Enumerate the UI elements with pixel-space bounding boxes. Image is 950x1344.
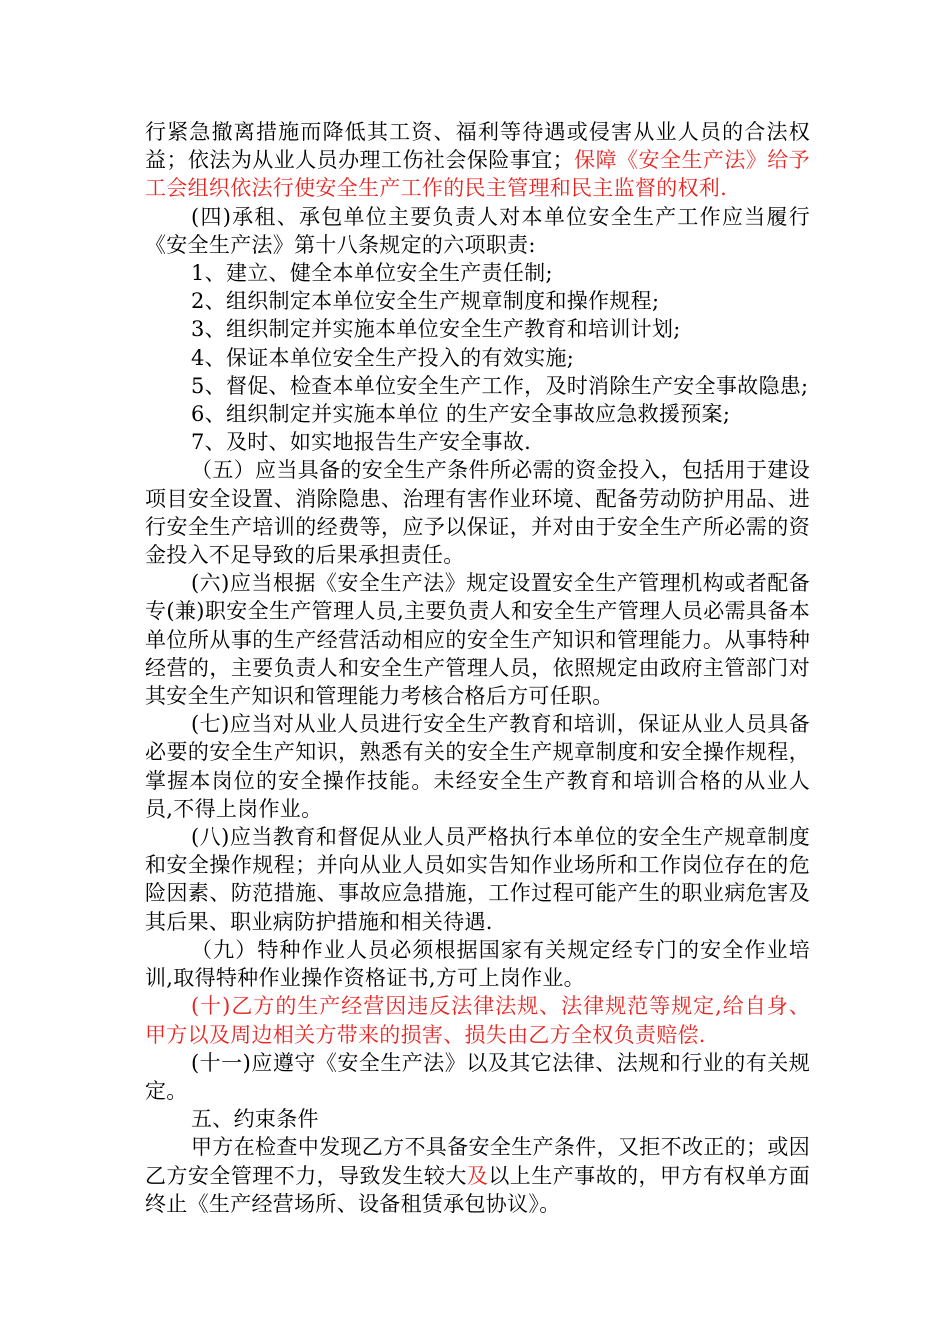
list-item bbox=[145, 400, 810, 428]
list-item bbox=[145, 372, 810, 400]
paragraph bbox=[145, 823, 810, 936]
text-run: (八)应当教育和督促从业人员严格执行本单位的安全生产规章制度和安全操作规程；并向从业人员如实告知作业场所和工作岗位存在的危险因素、防范措施、事故应急措施，工作过程可能产生的职业病危害及其后果、职业病防护措施和相关待遇. bbox=[145, 825, 810, 934]
list-item bbox=[145, 259, 810, 287]
text-run: (四)承租、承包单位主要负责人对本单位安全生产工作应当履行《安全生产法》第十八条规定的六项职责: bbox=[145, 204, 810, 257]
section-heading bbox=[145, 1105, 810, 1133]
text-run: 3、组织制定并实施本单位安全生产教育和培训计划; bbox=[191, 317, 681, 342]
text-run: （九）特种作业人员必须根据国家有关规定经专门的安全作业培训,取得特种作业操作资格证书,方可上岗作业。 bbox=[145, 937, 810, 991]
paragraph bbox=[145, 569, 810, 710]
highlighted-text-run: (十)乙方的生产经营因违反法律法规、法律规范等规定,给自身、甲方以及周边相关方带来的损害、损失由乙方全权负责赔偿. bbox=[145, 994, 810, 1047]
paragraph bbox=[145, 1049, 810, 1105]
text-run: (十一)应遵守《安全生产法》以及其它法律、法规和行业的有关规定。 bbox=[145, 1050, 810, 1103]
paragraph bbox=[145, 936, 810, 992]
paragraph bbox=[145, 456, 810, 569]
text-run: 甲方在检查中发现乙方不具备安全生产条件，又拒不改正的；或因乙方安全管理不力，导致发生较大 bbox=[145, 1135, 810, 1188]
paragraph bbox=[145, 1133, 810, 1218]
highlighted-text-run: 及 bbox=[466, 1163, 489, 1188]
text-run: 5、督促、检查本单位安全生产工作，及时消除生产安全事故隐患; bbox=[191, 373, 809, 398]
paragraph bbox=[145, 203, 810, 259]
paragraph bbox=[145, 992, 810, 1048]
list-item bbox=[145, 315, 810, 343]
text-run: 7、及时、如实地报告生产安全事故. bbox=[191, 430, 532, 455]
list-item bbox=[145, 287, 810, 315]
text-run: 4、保证本单位安全生产投入的有效实施; bbox=[191, 345, 575, 370]
list-item bbox=[145, 428, 810, 456]
text-run: 行紧急撤离措施而降低其工资、福利等待遇或侵害从业人员的合法权益；依法为从业人员办理工伤社会保险事宜； bbox=[145, 120, 810, 173]
document-body bbox=[145, 118, 810, 1218]
paragraph bbox=[145, 710, 810, 823]
text-run: 1、建立、健全本单位安全生产责任制; bbox=[191, 261, 553, 286]
text-run: 五、约束条件 bbox=[191, 1107, 319, 1132]
list-item bbox=[145, 344, 810, 372]
text-run: （五）应当具备的安全生产条件所必需的资金投入，包括用于建设项目安全设置、消除隐患、治理有害作业环境、配备劳动防护用品、进行安全生产培训的经费等，应予以保证，并对由于安全生产所必需的资金投入不足导致的后果承担责任。 bbox=[145, 458, 810, 568]
paragraph bbox=[145, 118, 810, 203]
text-run: 以上生产事故的，甲方有权单方面终止《生产经营场所、设备租赁承包协议》。 bbox=[145, 1163, 810, 1216]
text-run: (六)应当根据《安全生产法》规定设置安全生产管理机构或者配备专(兼)职安全生产管理人员,主要负责人和安全生产管理人员必需具备本单位所从事的生产经营活动相应的安全生产知识和管理能力。从事特种经营的，主要负责人和安全生产管理人员，依照规定由政府主管部门对其安全生产知识和管理能力考核合格后方可任职。 bbox=[145, 571, 810, 709]
text-run: 2、组织制定本单位安全生产规章制度和操作规程; bbox=[191, 289, 660, 314]
text-run: (七)应当对从业人员进行安全生产教育和培训，保证从业人员具备必要的安全生产知识，熟悉有关的安全生产规章制度和安全操作规程，掌握本岗位的安全操作技能。未经安全生产教育和培训合格的从业人员,不得上岗作业。 bbox=[145, 712, 810, 821]
text-run: 6、组织制定并实施本单位 的生产安全事故应急救援预案; bbox=[191, 402, 731, 427]
highlighted-text-run: 保障《安全生产法》给予工会组织依法行使安全生产工作的民主管理和民主监督的权利. bbox=[145, 148, 810, 201]
